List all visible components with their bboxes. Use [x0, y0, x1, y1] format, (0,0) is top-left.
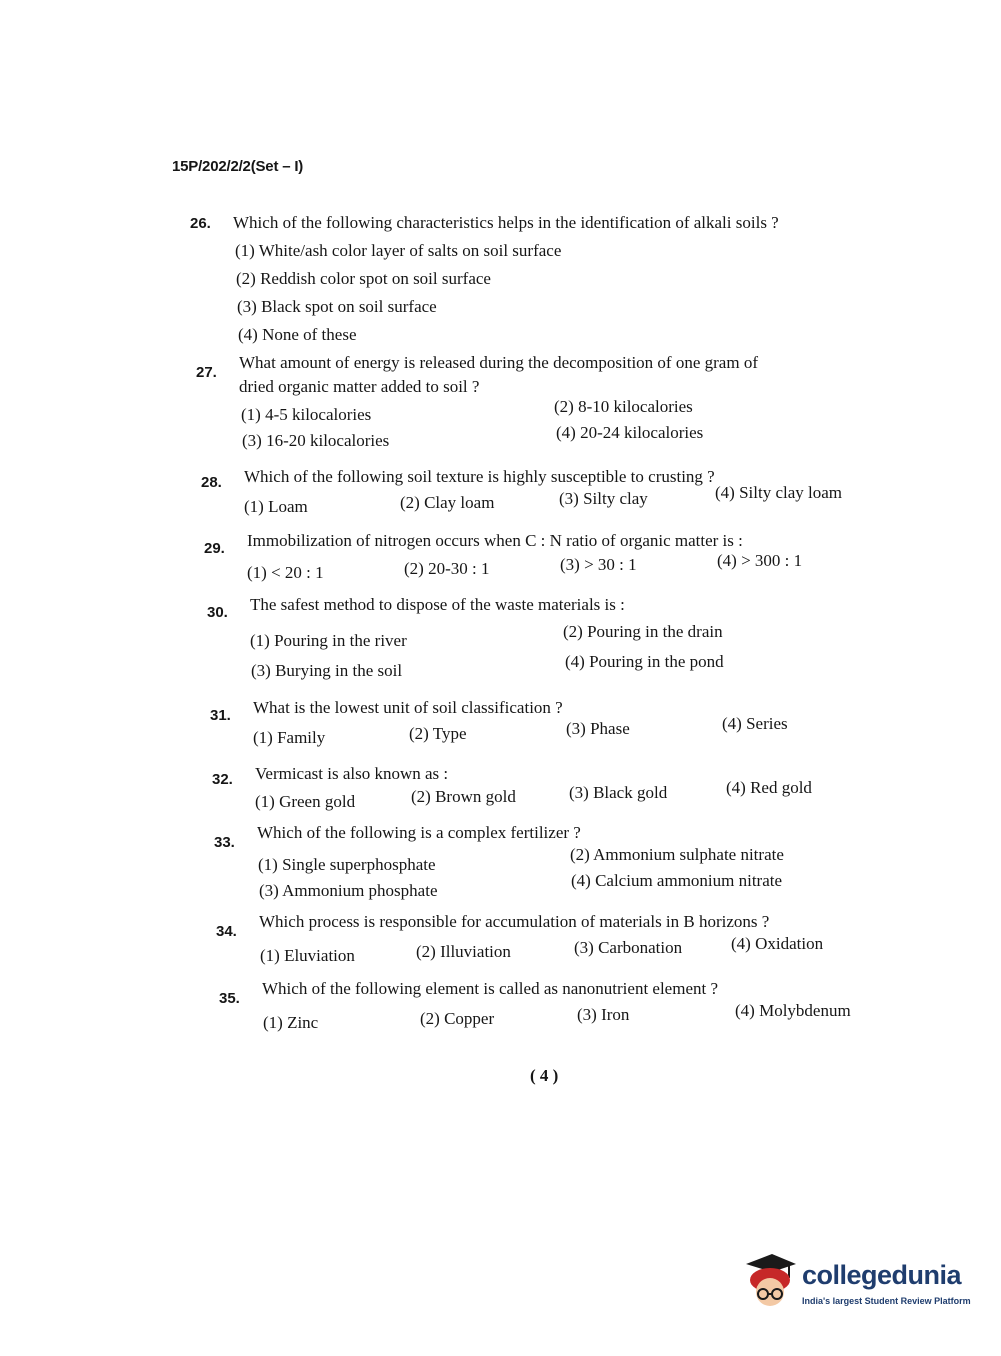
question-33 [214, 822, 854, 902]
option: (4) Calcium ammonium nitrate [571, 871, 783, 890]
option: (4) None of these [238, 325, 357, 344]
question-text: What is the lowest unit of soil classification ? [253, 698, 563, 717]
option: (4) Series [722, 714, 788, 733]
option: (1) 4-5 kilocalories [241, 405, 372, 424]
question-number: 32. [212, 771, 233, 788]
option: (4) > 300 : 1 [717, 551, 803, 570]
option: (4) 20-24 kilocalories [556, 423, 704, 442]
option: (4) Molybdenum [735, 1001, 851, 1020]
option: (3) Carbonation [574, 938, 683, 957]
question-number: 31. [210, 707, 231, 724]
brand-tagline: India's largest Student Review Platform [802, 1296, 971, 1306]
option: (1) Pouring in the river [250, 631, 407, 650]
question-35 [219, 978, 879, 1038]
question-30 [207, 594, 807, 684]
question-text: Which of the following element is called as nanonutrient element ? [262, 979, 719, 998]
option: (1) White/ash color layer of salts on soil surface [235, 241, 562, 260]
option: (2) 20-30 : 1 [404, 559, 490, 578]
option: (1) Family [253, 728, 326, 747]
question-text: Vermicast is also known as : [255, 764, 449, 783]
option: (2) Pouring in the drain [563, 622, 723, 641]
question-text: Immobilization of nitrogen occurs when C : N ratio of organic matter is : [247, 531, 743, 550]
page-number: ( 4 ) [530, 1066, 559, 1085]
option: (2) 8-10 kilocalories [554, 397, 693, 416]
question-number: 33. [214, 834, 235, 851]
question-number: 29. [204, 540, 225, 557]
option: (2) Brown gold [411, 787, 516, 806]
option: (3) Black spot on soil surface [237, 297, 437, 316]
question-number: 35. [219, 990, 240, 1007]
option: (3) > 30 : 1 [560, 555, 637, 574]
mascot-icon [742, 1250, 798, 1314]
option: (2) Clay loam [400, 493, 495, 512]
option: (1) Zinc [263, 1013, 319, 1032]
option: (2) Copper [420, 1009, 495, 1028]
option: (2) Ammonium sulphate nitrate [570, 845, 784, 864]
question-number: 27. [196, 364, 217, 381]
question-27 [196, 352, 896, 452]
question-number: 28. [201, 474, 222, 491]
option: (3) Ammonium phosphate [259, 881, 438, 900]
option: (2) Illuviation [416, 942, 511, 961]
option: (4) Silty clay loam [715, 483, 843, 502]
question-28 [201, 466, 881, 526]
option: (1) Loam [244, 497, 308, 516]
question-text: What amount of energy is released during the decomposition of one gram of [239, 353, 758, 372]
watermark-logo [742, 1250, 972, 1320]
question-text: Which process is responsible for accumulation of materials in B horizons ? [259, 912, 770, 931]
option: (3) Phase [566, 719, 630, 738]
question-text: Which of the following is a complex fertilizer ? [257, 823, 581, 842]
question-text-continued: dried organic matter added to soil ? [239, 377, 480, 396]
question-number: 26. [190, 215, 211, 232]
option: (3) 16-20 kilocalories [242, 431, 390, 450]
question-text: The safest method to dispose of the waste materials is : [250, 595, 625, 614]
question-32 [212, 763, 852, 823]
question-34 [216, 907, 856, 967]
option: (1) Single superphosphate [258, 855, 436, 874]
option: (4) Oxidation [731, 934, 824, 953]
option: (4) Red gold [726, 778, 812, 797]
option: (3) Iron [577, 1005, 630, 1024]
question-number: 30. [207, 604, 228, 621]
option: (3) Black gold [569, 783, 668, 802]
option: (1) Green gold [255, 792, 356, 811]
option: (4) Pouring in the pond [565, 652, 724, 671]
question-29 [204, 530, 844, 590]
option: (3) Burying in the soil [251, 661, 403, 680]
question-text: Which of the following soil texture is highly susceptible to crusting ? [244, 467, 715, 486]
brand-name: collegedunia [802, 1260, 962, 1290]
question-text: Which of the following characteristics helps in the identification of alkali soils ? [233, 213, 779, 232]
question-number: 34. [216, 923, 237, 940]
option: (2) Type [409, 724, 467, 743]
option: (2) Reddish color spot on soil surface [236, 269, 491, 288]
option: (1) Eluviation [260, 946, 355, 965]
option: (3) Silty clay [559, 489, 648, 508]
question-26 [190, 212, 890, 352]
option: (1) < 20 : 1 [247, 563, 324, 582]
question-31 [210, 697, 830, 757]
paper-code: 15P/202/2/2(Set – I) [172, 158, 304, 175]
